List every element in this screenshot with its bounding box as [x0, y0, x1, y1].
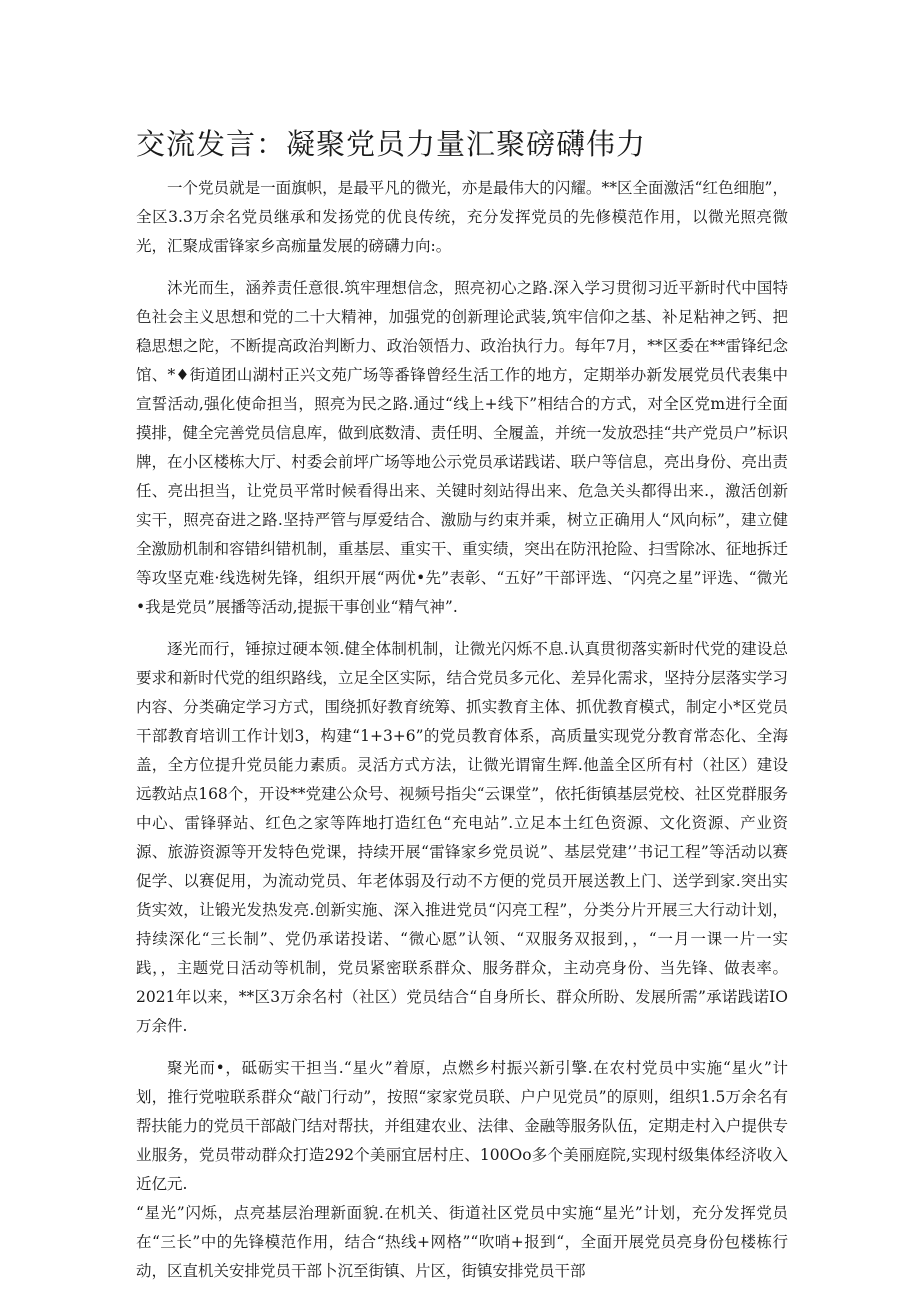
- paragraph-section-2: 逐光而行，锤掠过硬本领.健全体制机制，让微光闪烁不息.认真贯彻落实新时代党的建设总要求和新时代党的组织路线，立足全区实际，结合党员多元化、差异化需求，坚持分层落实学习内容、分类确定学习方式，围绕抓好教育统筹、抓实教育主体、抓优教育模式，制定小*区党员干部教育培训工作计划3，构建“1+3+6”的党员教育体系，高质量实现党分教育常态化、全海盖，全方位提升党员能力素质。灵活方式方法，让微光谓甯生辉.他盖全区所有村（社区）建设远教站点168个，开设**党建公众号、视频号指尖“云课堂”，依托街镇基层党校、社区党群服务中心、雷锋驿站、红色之家等阵地打造红色“充电站”.立足本土红色资源、文化资源、产业资源、旅游资源等开发特色党课，持续开展“雷锋家乡党员说”、基层党建’’书记工程”等活动以赛促学、以赛促用，为流动党员、年老体弱及行动不方便的党员开展送教上门、送学到家.突出实货实效，让锻光发热发亮.创新实施、深入推进党员“闪亮工程”，分类分片开展三大行动计划，持续深化“三长制”、党仍承诺投诺、“微心愿”认领、“双服务双报到，，“一月一课一片一实践，，主题党日活动等机制，党员紧密联系群众、服务群众，主动亮身份、当先锋、做表率。2021年以来，**区3万余名村（社区）党员结合“自身所长、群众所盼、发展所需”承诺践诺IO万余件.: [136, 640, 788, 1035]
- paragraph-section-3: 聚光而•，砥砺实干担当.“星火”着原，点燃乡村振兴新引擎.在农村党员中实施“星火”计划，推行党啦联系群众“敲门行动”，按照“家家党员联、户户见党员”的原则，组织1.5万余名有帮扶能力的党员干部敲门结对帮扶，并组建农业、法律、金融等服务队伍，定期走村入户提供专业服务，党员带动群众打造292个美丽宜居村庄、100Oo多个美丽庭院,实现村级集体经济收入近亿元.: [136, 1059, 788, 1193]
- paragraph-section-3-continued: “星光”闪烁，点亮基层治理新面貌.在机关、街道社区党员中实施“星光”计划，充分发挥党员在“三长”中的先锋模范作用，结合“热线+网格”“吹哨+报到“，全面开展党员亮身份包楼栋行动，区直机关安排党员干部卜沉至街镇、片区，街镇安排党员干部: [136, 1204, 788, 1280]
- document-body: [136, 174, 788, 1299]
- paragraph-section-1: 沐光而生，涵养责任意很.筑牢理想信念，照亮初心之路.深入学习贯彻习近平新时代中国特色社会主义思想和党的二十大精神，加强党的创新理论武装,筑牢信仰之基、补足粘神之钙、把稳思想之陀，不断提高政治判断力、政治领悟力、政治执行力。每年7月，**区委在**雷锋纪念馆、*♦街道团山湖村正兴文苑广场等番锋曾经生活工作的地方，定期举办新发展党员代表集中宣誓活动,强化使命担当，照亮为民之路.通过“线上+线下”相结合的方式，对全区党m进行全面摸排，健全完善党员信息库，做到底数清、责任明、全履盖，并统一发放恐挂“共产党员户”标识牌，在小区楼栋大厅、村委会前坪广场等地公示党员承诺践诺、联户等信息，亮出身份、亮出责任、亮出担当，让党员平常时候看得出来、关键时刻站得出来、危急关头都得出来.，激活创新实干，照亮奋进之路.坚持严管与厚爱结合、激励与约束并乘，树立正确用人“风向标”，建立健全激励机制和容错纠错机制，重基层、重实干、重实绩，突出在防汛抢险、扫雪除冰、征地拆迁等攻坚克难·线选树先锋，组织开展“两优•先”表彰、“五好”干部评选、“闪亮之星”评选、“微光•我是党员”展播等活动,提振干事创业“精气神”.: [136, 279, 788, 616]
- paragraph-intro: 一个党员就是一面旗帜，是最平凡的微光，亦是最伟大的闪耀。**区全面激活“红色细胞”，全区3.3万余名党员继承和发扬党的优良传统，充分发挥党员的先修模范作用，以微光照亮微光，汇聚成雷锋家乡高痂量发展的磅礴力向:。: [136, 179, 788, 255]
- document-title: 交流发言：凝聚党员力量汇聚磅礴伟力: [136, 127, 647, 161]
